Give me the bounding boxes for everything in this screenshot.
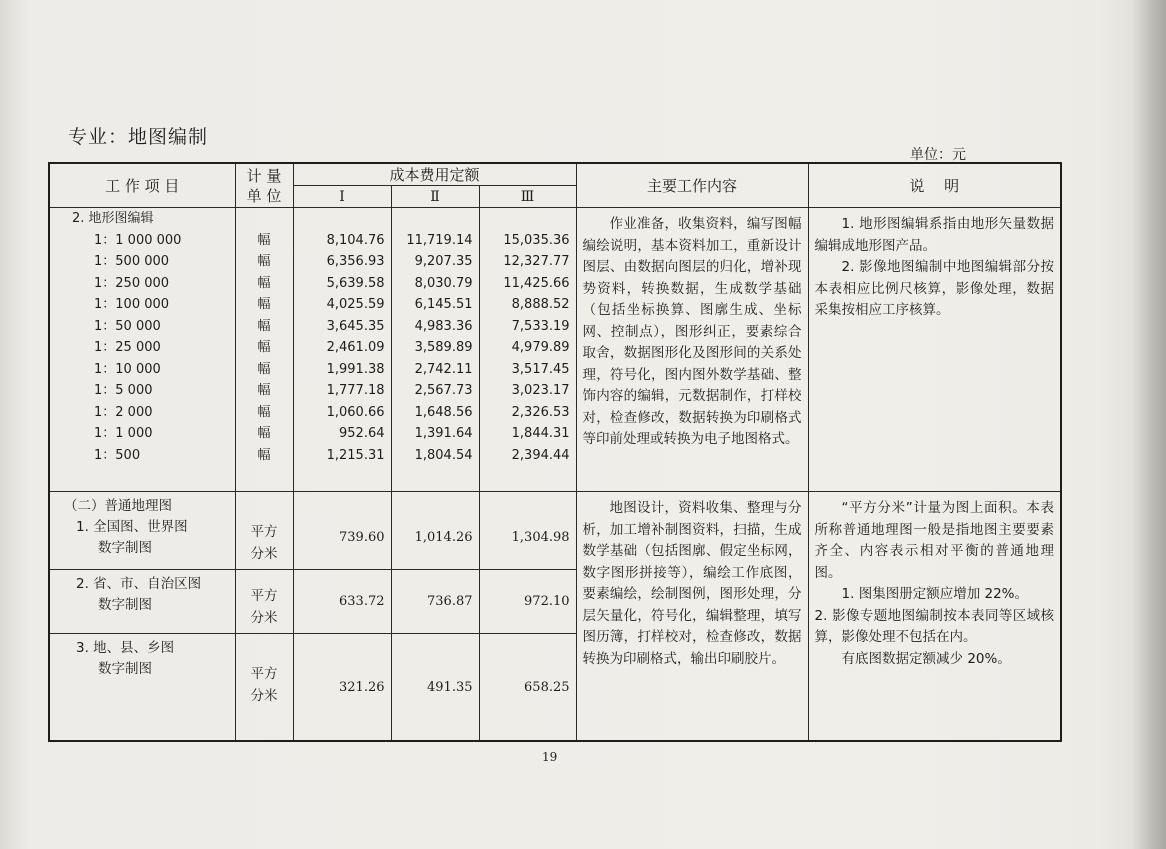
table-row (49, 492, 1061, 570)
page-title: 专业：地图编制 (68, 126, 209, 148)
scale-label: 1：500 (94, 447, 141, 463)
grade-3-values (479, 208, 576, 492)
cost-value: 736.87 (391, 570, 479, 634)
scale-label: 1：25 000 (94, 340, 161, 355)
cost-value: 1,014.26 (391, 492, 479, 570)
unit-value: 平方 (250, 524, 278, 540)
cost-value: 7,533.19 (511, 318, 570, 334)
cost-value: 633.72 (293, 570, 391, 634)
header-measure-unit-line1: 计 量 (246, 166, 282, 185)
header-main-work: 主要工作内容 (576, 163, 808, 208)
scale-label: 1：2 000 (94, 404, 153, 420)
scale-label: 1：100 000 (94, 297, 170, 312)
cost-value: 491.35 (391, 634, 479, 742)
header-work-item: 工 作 项 目 (49, 163, 235, 208)
book-spine-shadow (1132, 0, 1166, 849)
cost-value: 2,394.44 (511, 447, 570, 463)
item-label: 数字制图 (98, 597, 152, 613)
unit-value: 幅 (257, 275, 271, 291)
grade-2-values (391, 208, 479, 492)
grade-1-values (293, 208, 391, 492)
item-label: 数字制图 (98, 661, 152, 677)
work-content-text: 地图设计，资料收集、整理与分析，加工增补制图资料，扫描，生成数学基础（包括图廓、假定坐标网，数字图形拼接等），编绘工作底图，要素编绘，绘制图例，图形处理，分层矢量化，符号化，编辑整理，填写图历簿，打样校对，检查修改，数据转换为印刷格式，输出印刷胶片。 (582, 500, 802, 667)
unit-value: 分米 (250, 688, 278, 704)
scale-label: 1：5 000 (94, 383, 153, 398)
item-label: 2. 省、市、自治区图 (76, 576, 202, 592)
cost-value: 4,025.59 (326, 297, 385, 312)
unit-value: 幅 (257, 404, 271, 420)
note-text: 1. 图集图册定额应增加 22%。 (841, 586, 1028, 602)
section2-heading: （二）普通地理图 (64, 498, 172, 514)
section1-notes (808, 208, 1061, 492)
cost-value: 658.25 (479, 634, 576, 742)
unit-value: 幅 (257, 361, 271, 377)
cost-value: 11,719.14 (406, 232, 473, 248)
cost-value: 9,207.35 (414, 254, 473, 269)
note-text: “平方分米”计量为图上面积。本表所称普通地理图一般是指地图主要要素齐全、内容表示相对平衡的普通地理图。 (814, 500, 1055, 581)
unit-value: 幅 (257, 318, 271, 334)
cost-value: 3,645.35 (326, 318, 385, 334)
table-row (49, 208, 1061, 492)
cost-value: 2,742.11 (414, 361, 473, 377)
section2-item-3 (49, 634, 235, 742)
note-text: 有底图数据定额减少 20%。 (841, 650, 1011, 667)
scale-label: 1：250 000 (94, 275, 170, 291)
cost-value: 1,060.66 (326, 404, 385, 420)
cost-value: 1,777.18 (326, 383, 385, 398)
note-text: 1. 地形图编辑系指由地形矢量数据编辑成地形图产品。 (814, 216, 1055, 254)
header-notes: 说 明 (808, 163, 1061, 208)
section2-notes (808, 492, 1061, 742)
cost-value: 972.10 (479, 570, 576, 634)
cost-value: 6,356.93 (326, 254, 385, 269)
work-content-text: 作业准备，收集资料，编写图幅编绘说明，基本资料加工，重新设计图层、由数据向图层的归化，增补现势资料，转换数据，生成数学基础（包括坐标换算、图廓生成、坐标网、控制点），图形纠正，要素综合取舍，数据图形化及图形间的关系处理，符号化，图内图外数学基础、整饰内容的编辑，元数据制作，打样校对，检查修改，数据转换为印刷格式等印前处理或转换为电子地图格式。 (582, 216, 802, 447)
scale-label: 1：10 000 (94, 361, 161, 377)
cost-value: 739.60 (293, 492, 391, 570)
cost-value: 8,104.76 (326, 232, 385, 248)
section1-heading: 2. 地形图编辑 (72, 211, 154, 226)
cost-value: 4,983.36 (414, 318, 473, 334)
unit-value: 幅 (257, 383, 271, 398)
item-label: 3. 地、县、乡图 (76, 640, 175, 656)
header-cost-quota: 成本费用定额 (293, 163, 576, 186)
cost-value: 3,517.45 (511, 361, 570, 377)
unit-value: 分米 (250, 546, 278, 562)
cost-value: 1,215.31 (326, 447, 385, 463)
cost-value: 6,145.51 (414, 297, 473, 312)
cost-value: 8,888.52 (511, 297, 570, 312)
section2-work-content (576, 492, 808, 742)
unit-list (235, 208, 293, 492)
scale-label: 1：500 000 (94, 254, 170, 269)
cost-value: 1,844.31 (511, 426, 570, 441)
cost-quota-table (48, 162, 1062, 742)
item-label: 1. 全国图、世界图 (76, 519, 188, 535)
note-text: 2. 影像专题地图编制按本表同等区域核算，影像处理不包括在内。 (814, 607, 1055, 645)
cost-value: 8,030.79 (414, 275, 473, 291)
cost-value: 2,567.73 (414, 383, 473, 398)
cost-value: 1,304.98 (479, 492, 576, 570)
item-label: 数字制图 (98, 540, 152, 556)
note-text: 2. 影像地图编制中地图编辑部分按本表相应比例尺核算，影像处理，数据采集按相应工序核算。 (814, 259, 1055, 318)
unit-value: 幅 (257, 297, 271, 312)
scale-list (49, 208, 235, 492)
unit-value: 幅 (257, 232, 271, 248)
cost-value: 321.26 (293, 634, 391, 742)
scale-label: 1：1 000 (94, 426, 153, 441)
unit-value: 幅 (257, 447, 271, 463)
section2-item-2 (49, 570, 235, 634)
unit-value: 幅 (257, 340, 271, 355)
unit-value: 幅 (257, 426, 271, 441)
scale-label: 1：50 000 (94, 318, 161, 334)
scale-label: 1：1 000 000 (94, 232, 182, 248)
unit-cell (235, 570, 293, 634)
cost-value: 15,035.36 (503, 232, 570, 248)
cost-value: 1,804.54 (414, 447, 473, 463)
cost-value: 1,391.64 (414, 426, 473, 441)
cost-value: 11,425.66 (503, 275, 570, 291)
section1-work-content (576, 208, 808, 492)
cost-value: 2,461.09 (326, 340, 385, 355)
header-measure-unit (235, 163, 293, 208)
header-grade-2: Ⅱ (391, 186, 479, 208)
cost-value: 12,327.77 (503, 254, 570, 269)
header-grade-3: Ⅲ (479, 186, 576, 208)
unit-value: 分米 (250, 610, 278, 626)
unit-value: 平方 (250, 666, 278, 682)
section2-item-1 (49, 492, 235, 570)
page-number: 19 (542, 750, 558, 764)
cost-value: 2,326.53 (511, 404, 570, 420)
cost-value: 4,979.89 (511, 340, 570, 355)
cost-value: 3,589.89 (414, 340, 473, 355)
cost-value: 3,023.17 (511, 383, 570, 398)
cost-value: 1,991.38 (326, 361, 385, 377)
unit-cell (235, 492, 293, 570)
header-grade-1: Ⅰ (293, 186, 391, 208)
cost-value: 5,639.58 (326, 275, 385, 291)
unit-value: 幅 (257, 254, 271, 269)
unit-value: 平方 (250, 588, 278, 604)
cost-value: 1,648.56 (414, 404, 473, 420)
cost-value: 952.64 (339, 426, 385, 441)
unit-label: 单位：元 (910, 147, 966, 163)
unit-cell (235, 634, 293, 742)
header-measure-unit-line2: 单 位 (246, 186, 282, 205)
